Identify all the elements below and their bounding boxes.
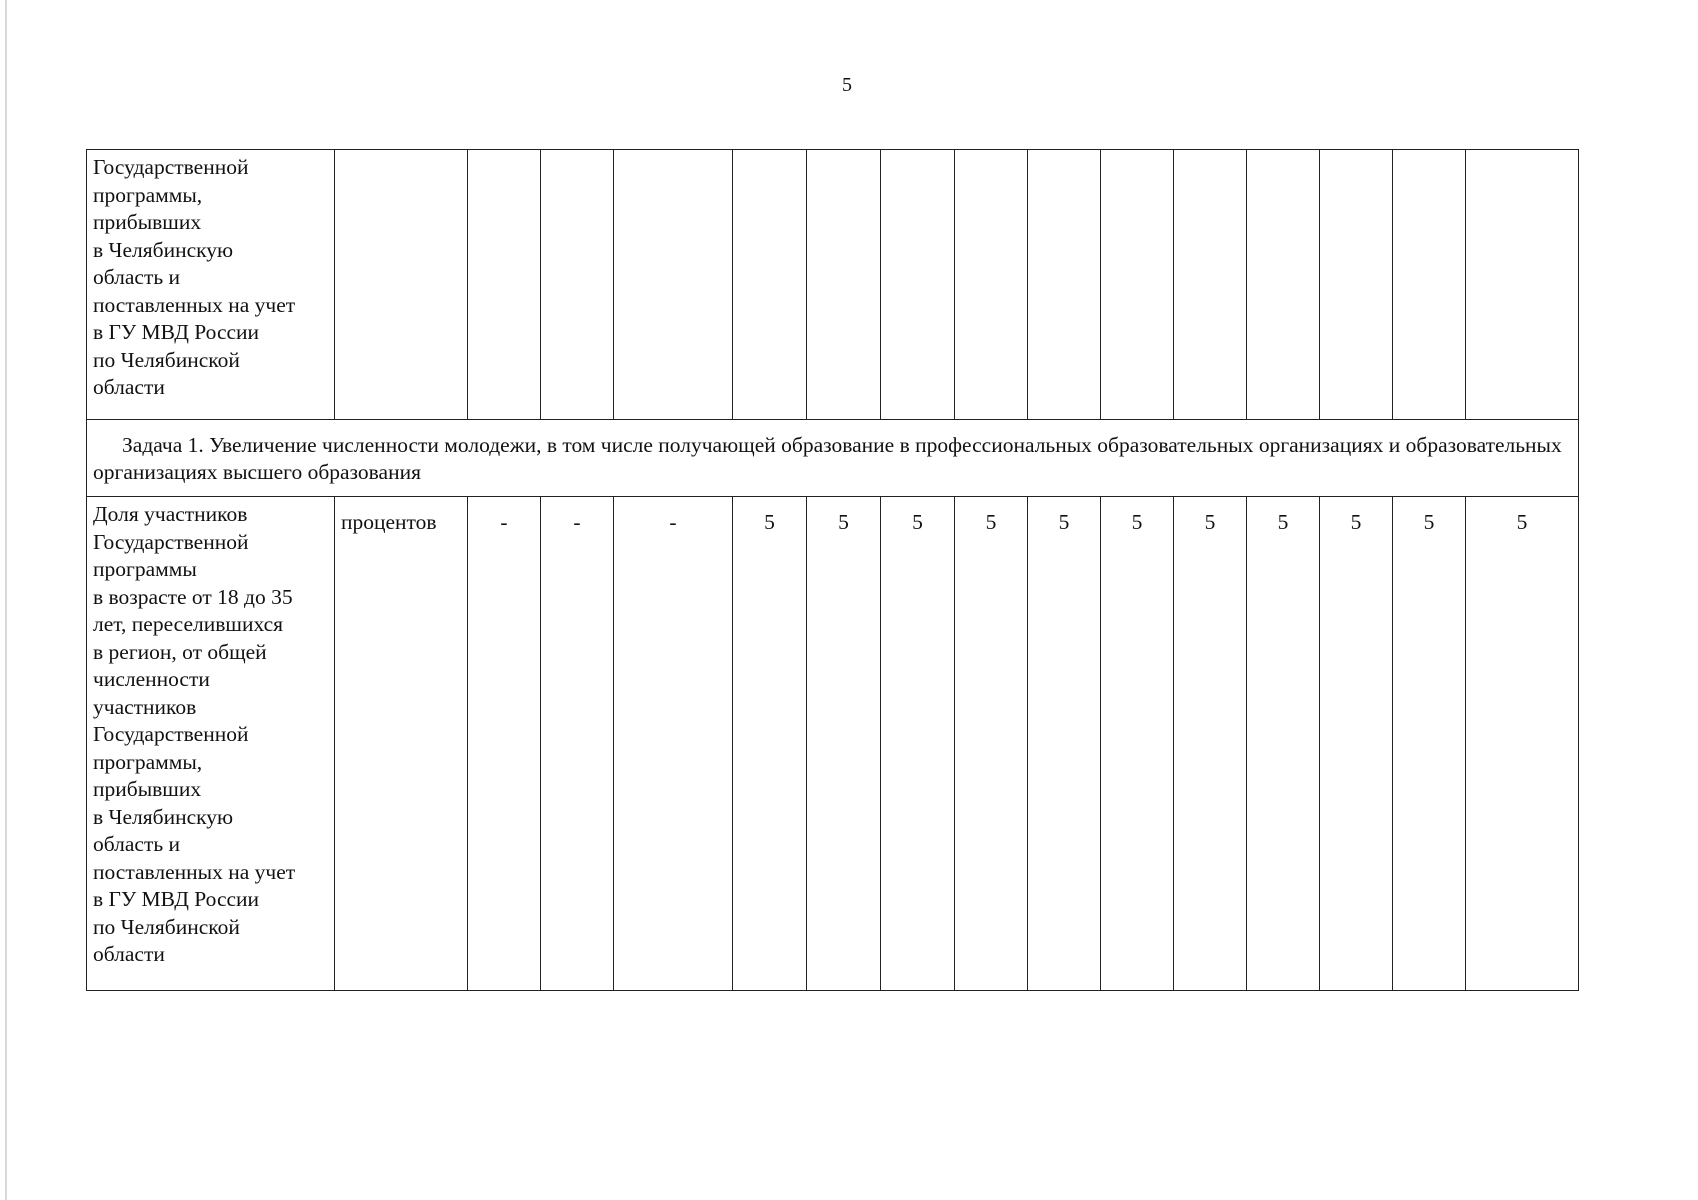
scan-edge-line — [5, 0, 7, 1200]
empty-cell — [1028, 150, 1101, 420]
empty-cell — [541, 150, 614, 420]
empty-cell — [1393, 150, 1466, 420]
task-row — [87, 420, 1579, 497]
continuation-row — [87, 150, 1579, 420]
indicator-row — [87, 497, 1579, 991]
empty-cell — [1466, 150, 1579, 420]
value-cell: - — [541, 497, 614, 991]
value-cell: 5 — [955, 497, 1028, 991]
indicator-table — [86, 149, 1579, 991]
value-cell: 5 — [1247, 497, 1320, 991]
empty-cell — [1174, 150, 1247, 420]
empty-cell — [807, 150, 881, 420]
value-cell: 5 — [1393, 497, 1466, 991]
value-cell: 5 — [1174, 497, 1247, 991]
indicator-name-cell: Доля участников Государственной программы в возрасте от 18 до 35 лет, переселившихся в регион, от общей численности участников Государственной программы, прибывших в Челябинскую область и поставленных на учет в ГУ МВД России по Челябинской области — [87, 497, 335, 991]
value-cell: 5 — [1101, 497, 1174, 991]
continuation-name-cell: Государственной программы, прибывших в Челябинскую область и поставленных на учет в ГУ МВД России по Челябинской области — [87, 150, 335, 420]
value-cell: 5 — [1028, 497, 1101, 991]
empty-cell — [1101, 150, 1174, 420]
value-cell: 5 — [881, 497, 955, 991]
empty-cell — [1320, 150, 1393, 420]
task-text: Задача 1. Увеличение численности молодежи, в том числе получающей образование в профессиональных образовательных организациях и образовательных организациях высшего образования — [93, 433, 1562, 484]
value-cell: - — [614, 497, 733, 991]
empty-cell — [468, 150, 541, 420]
empty-cell — [955, 150, 1028, 420]
empty-cell — [614, 150, 733, 420]
empty-cell — [335, 150, 468, 420]
value-cell: 5 — [807, 497, 881, 991]
unit-cell: процентов — [335, 497, 468, 991]
empty-cell — [733, 150, 807, 420]
value-cell: 5 — [733, 497, 807, 991]
task-cell — [87, 420, 1579, 497]
value-cell: - — [468, 497, 541, 991]
empty-cell — [1247, 150, 1320, 420]
value-cell: 5 — [1320, 497, 1393, 991]
empty-cell — [881, 150, 955, 420]
page-number: 5 — [842, 74, 852, 96]
value-cell: 5 — [1466, 497, 1579, 991]
